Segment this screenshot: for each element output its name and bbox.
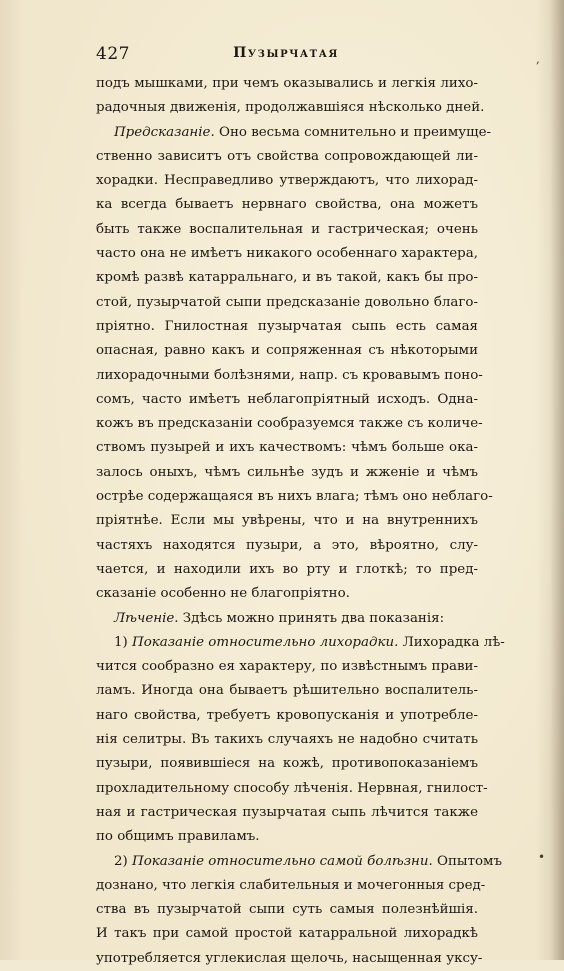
text-line: по общимъ правиламъ.: [96, 829, 260, 845]
text-line: быть также воспалительная и гастрическая; очень: [96, 221, 478, 237]
text-line: ка всегда бываетъ нервнаго свойства, она можетъ: [96, 197, 478, 213]
text-line: лихорадочными болѣзнями, напр. съ кровавымъ поно-: [96, 367, 483, 383]
text-line: хорадки. Несправедливо утверждаютъ, что лихорад-: [96, 173, 478, 189]
page-edge-shadow: [550, 0, 564, 960]
text-line: стой, пузырчатой сыпи предсказаніе довольно благо-: [96, 294, 478, 310]
text-line: ствомъ пузырей и ихъ качествомъ: чѣмъ больше ока-: [96, 440, 478, 456]
text-line: ная и гастрическая пузырчатая сыпь лѣчится также: [96, 804, 478, 820]
text-line: 1) Показаніе относительно лихорадки. Лихорадка лѣ-: [114, 634, 505, 650]
italic-heading: Лѣченіе.: [114, 610, 179, 626]
text-line: сомъ, часто имѣетъ неблагопріятный исходъ. Одна-: [96, 391, 478, 407]
text-line: радочныя движенія, продолжавшіяся нѣсколько дней.: [96, 100, 485, 116]
text-line: часто она не имѣетъ никакого особеннаго характера,: [96, 246, 478, 262]
text-line: ламъ. Иногда она бываетъ рѣшительно воспалитель-: [96, 683, 478, 699]
text-line: употребляется углекислая щелочь, насыщенная уксу-: [96, 950, 483, 966]
text-line: дознано, что легкія слабительныя и мочегонныя сред-: [96, 877, 486, 893]
text-line: нія селитры. Въ такихъ случаяхъ не надобно считать: [96, 732, 478, 748]
italic-heading: Показаніе относительно лихорадки.: [132, 634, 399, 650]
text-line: частяхъ находятся пузыри, а это, вѣроятно, слу-: [96, 537, 478, 553]
text-line: пріятно. Гнилостная пузырчатая сыпь есть самая: [96, 318, 478, 334]
page-number: 427: [96, 44, 130, 64]
text-line: Лѣченіе. Здѣсь можно принять два показанія:: [114, 610, 445, 626]
margin-mark: •: [538, 850, 546, 864]
text-line: Предсказаніе. Оно весьма сомнительно и преимуще-: [114, 124, 492, 140]
text-line: опасная, равно какъ и сопряженная съ нѣкоторыми: [96, 343, 478, 359]
page-header: [96, 44, 476, 68]
text-line: наго свойства, требуетъ кровопусканія и употребле-: [96, 707, 478, 723]
text-line: ства въ пузырчатой сыпи суть самыя полезнѣйшія.: [96, 902, 478, 918]
italic-heading: Предсказаніе.: [114, 124, 215, 140]
text-line: острѣе содержащаяся въ нихъ влага; тѣмъ оно неблаго-: [96, 489, 493, 505]
text-line: подъ мышками, при чемъ оказывались и легкія лихо-: [96, 76, 478, 91]
body-text: [96, 72, 505, 971]
text-line: И такъ при самой простой катарральной лихорадкѣ: [96, 926, 478, 942]
text-line: пузыри, появившіеся на кожѣ, противопоказаніемъ: [96, 756, 478, 772]
text-line: ственно зависитъ отъ свойства сопровождающей ли-: [96, 148, 478, 164]
text-line: чится сообразно ея характеру, по извѣстнымъ прави-: [96, 659, 478, 675]
text-line: сказаніе особенно не благопріятно.: [96, 586, 350, 602]
text-line: прохладительному способу лѣченія. Нервная, гнилост-: [96, 780, 488, 796]
text-line: кожъ въ предсказаніи сообразуемся также съ количе-: [96, 416, 483, 432]
text-line: кромѣ развѣ катарральнаго, и въ такой, какъ бы про-: [96, 270, 478, 286]
text-line: залось оныхъ, чѣмъ сильнѣе зудъ и жженіе и чѣмъ: [96, 464, 478, 480]
text-line: 2) Показаніе относительно самой болѣзни. Опытомъ: [114, 853, 502, 869]
italic-heading: Показаніе относительно самой болѣзни.: [132, 853, 433, 869]
margin-mark: ,: [536, 52, 540, 66]
text-line: чается, и находили ихъ во рту и глоткѣ; то пред-: [96, 561, 478, 577]
running-title: Пузырчатая: [233, 45, 339, 61]
text-line: пріятнѣе. Если мы увѣрены, что и на внутреннихъ: [96, 513, 478, 529]
